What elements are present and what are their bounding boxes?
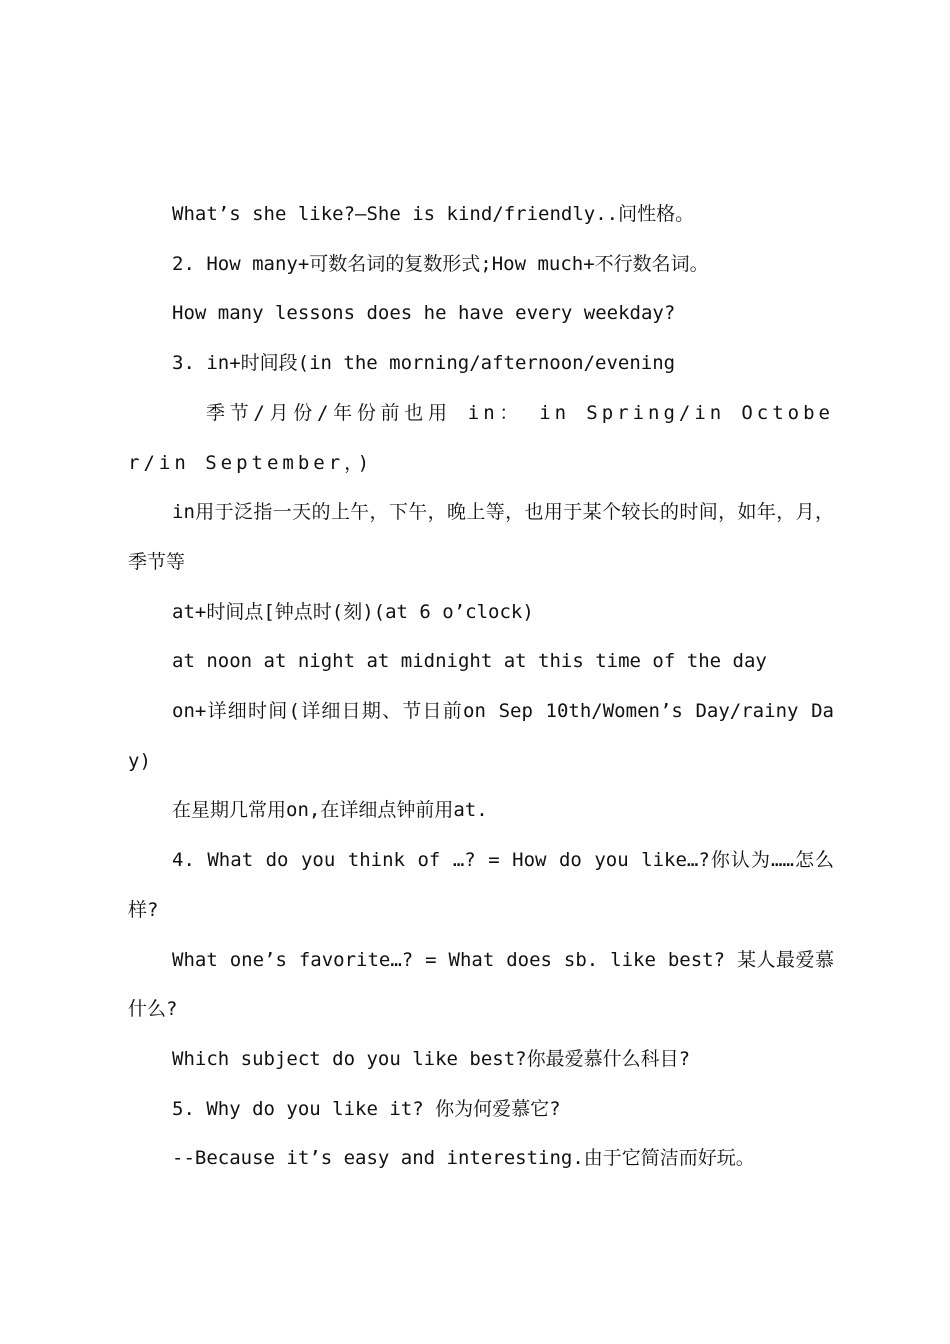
document-body (128, 190, 834, 1184)
line-how-many-how-much: 2. How many+可数名词的复数形式;How much+不行数名词。 (172, 252, 709, 275)
line-whats-she-like: What’s she like?—She is kind/friendly..问性格。 (172, 203, 695, 225)
line-on-specific-time: on+详细时间(详细日期、节日前on Sep 10th/Women’s Day/rainy Day) (128, 700, 834, 772)
line-favorite: What one’s favorite…? = What does sb. like best? 某人最爱慕什么? (128, 948, 834, 1021)
line-why-like-it: 5. Why do you like it? 你为何爱慕它? (172, 1097, 561, 1120)
line-weekday-note: 在星期几常用on,在详细点钟前用at. (172, 799, 488, 822)
line-at-noon-night: at noon at night at midnight at this time of the day (172, 650, 767, 673)
line-which-subject: Which subject do you like best?你最爱慕什么科目? (172, 1047, 691, 1070)
line-what-do-you-think: 4. What do you think of …? = How do you like…?你认为……怎么样? (128, 849, 834, 921)
line-at-time-point: at+时间点[钟点时(刻)(at 6 o’clock) (172, 600, 534, 623)
line-in-time-period: 3. in+时间段(in the morning/afternoon/evening (172, 352, 676, 375)
line-in-usage-note: in用于泛指一天的上午，下午，晚上等，也用于某个较长的时间，如年，月，季节等 (128, 501, 834, 573)
line-because-easy: --Because it’s easy and interesting.由于它简洁而好玩。 (172, 1147, 755, 1170)
line-seasons-months-years: 季节/月份/年份前也用 in： in Spring/in October/in September，) (128, 401, 834, 474)
line-how-many-lessons: How many lessons does he have every weekday? (172, 302, 676, 325)
